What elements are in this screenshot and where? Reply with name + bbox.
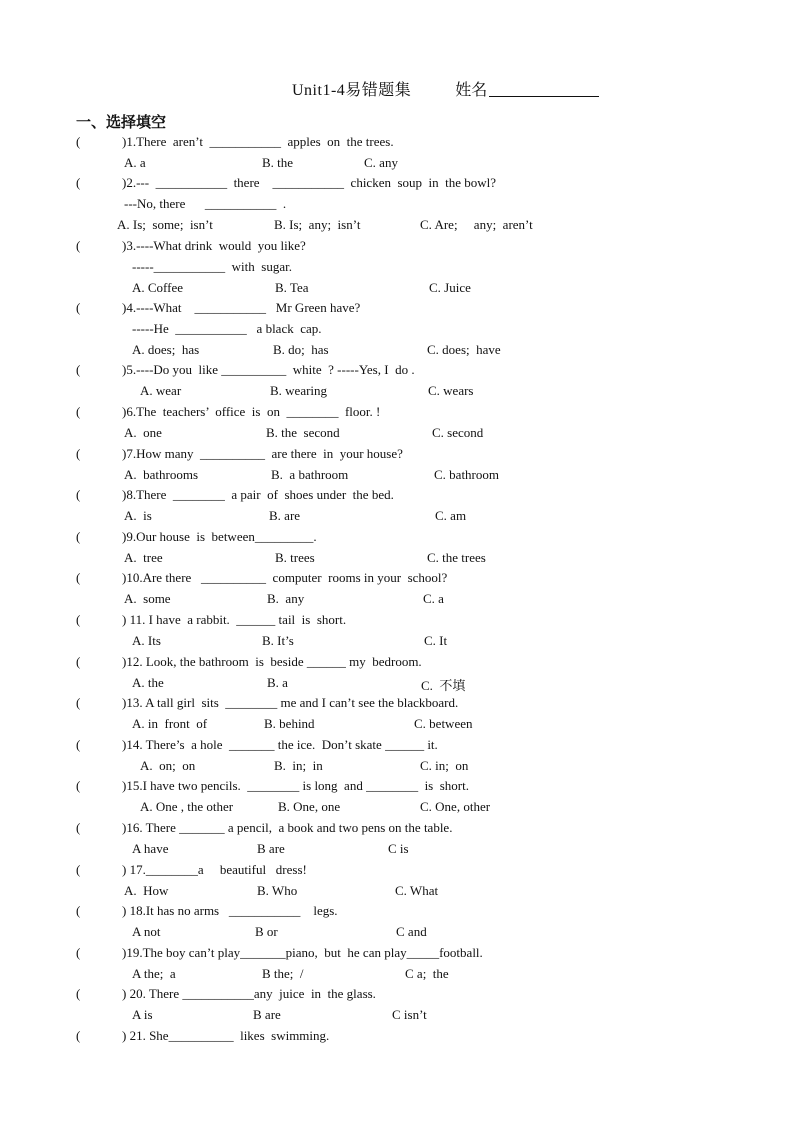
answer-bracket[interactable]: ( [76,986,81,1001]
answer-bracket[interactable]: ( [76,654,81,669]
question-stem: )10.Are there __________ computer rooms in your school? [122,570,448,585]
option-a[interactable]: A. Its [132,632,161,648]
option-a[interactable]: A. How [124,882,169,898]
question-stem: ) 18.It has no arms ___________ legs. [122,903,338,918]
question-stem: )19.The boy can’t play_______piano, but he can play_____football. [122,945,483,960]
answer-bracket[interactable]: ( [76,134,81,149]
option-c[interactable]: C. does; have [427,341,501,357]
option-c[interactable]: C is [388,840,409,856]
answer-bracket[interactable]: ( [76,778,81,793]
question-stem: )4.----What ___________ Mr Green have? [122,300,361,315]
option-a[interactable]: A. one [124,424,162,440]
answer-bracket[interactable]: ( [76,404,81,419]
option-c[interactable]: C. any [364,154,398,170]
question-stem: )9.Our house is between_________. [122,529,317,544]
option-c[interactable]: C a; the [405,965,449,981]
option-a[interactable]: A. on; on [140,757,196,773]
option-c[interactable]: C. 不填 [421,677,466,693]
option-c[interactable]: C. It [424,632,448,648]
answer-bracket[interactable]: ( [76,820,81,835]
option-b[interactable]: B. It’s [262,632,294,648]
question-stem: )6.The teachers’ office is on ________ floor. ! [122,404,381,419]
question-line: -----He ___________ a black cap. [132,320,322,336]
answer-bracket[interactable]: ( [76,903,81,918]
option-b[interactable]: B are [257,840,285,856]
question-stem: )5.----Do you like __________ white ? -----Yes, I do . [122,362,415,377]
name-label: 姓名 [455,82,488,99]
answer-bracket[interactable]: ( [76,1028,81,1043]
answer-bracket[interactable]: ( [76,695,81,710]
question-stem: ) 20. There ___________any juice in the glass. [122,986,376,1001]
option-b[interactable]: B. the [262,154,294,170]
option-b[interactable]: B. in; in [274,757,323,773]
option-c[interactable]: C and [396,923,427,939]
question-stem: ) 11. I have a rabbit. ______ tail is short. [122,612,347,627]
option-a[interactable]: A. the [132,674,164,690]
option-b[interactable]: B. Tea [275,279,309,295]
option-c[interactable]: C. wears [428,382,474,398]
option-a[interactable]: A. Coffee [132,279,184,295]
option-b[interactable]: B the; / [262,965,304,981]
option-c[interactable]: C. One, other [420,798,491,814]
option-a[interactable]: A. some [124,590,171,606]
answer-bracket[interactable]: ( [76,175,81,190]
question-stem: )15.I have two pencils. ________ is long and ________ is short. [122,778,469,793]
option-c[interactable]: C. the trees [427,549,486,565]
answer-bracket[interactable]: ( [76,529,81,544]
answer-bracket[interactable]: ( [76,945,81,960]
option-b[interactable]: B. do; has [273,341,329,357]
question-line: -----___________ with sugar. [132,258,292,274]
option-c[interactable]: C. between [414,715,473,731]
option-a[interactable]: A the; a [132,965,176,981]
question-stem: )1.There aren’t ___________ apples on the trees. [122,134,394,149]
option-a[interactable]: A. in front of [132,715,208,731]
question-stem: )3.----What drink would you like? [122,238,306,253]
answer-bracket[interactable]: ( [76,300,81,315]
option-b[interactable]: B. One, one [278,798,341,814]
worksheet-title: Unit1-4易错题集 [292,82,412,99]
answer-bracket[interactable]: ( [76,487,81,502]
option-c[interactable]: C isn’t [392,1006,427,1022]
option-c[interactable]: C. am [435,507,467,523]
answer-bracket[interactable]: ( [76,238,81,253]
answer-bracket[interactable]: ( [76,737,81,752]
option-b[interactable]: B. the second [266,424,340,440]
option-a[interactable]: A. One , the other [140,798,234,814]
option-b[interactable]: B. any [267,590,305,606]
question-stem: )14. There’s a hole _______ the ice. Don’t skate ______ it. [122,737,438,752]
option-b[interactable]: B or [255,923,278,939]
option-a[interactable]: A. bathrooms [124,466,199,482]
question-stem: )7.How many __________ are there in your house? [122,446,403,461]
option-c[interactable]: C. second [432,424,484,440]
option-c[interactable]: C. a [423,590,444,606]
option-b[interactable]: B. wearing [270,382,328,398]
option-c[interactable]: C. Are; any; aren’t [420,216,533,232]
question-stem: ) 21. She__________ likes swimming. [122,1028,330,1043]
option-a[interactable]: A. is [124,507,152,523]
option-c[interactable]: C. Juice [429,279,471,295]
option-b[interactable]: B. Who [257,882,298,898]
option-c[interactable]: C. in; on [420,757,469,773]
option-a[interactable]: A. Is; some; isn’t [117,216,213,232]
question-stem: )16. There _______ a pencil, a book and two pens on the table. [122,820,453,835]
option-a[interactable]: A. does; has [132,341,200,357]
answer-bracket[interactable]: ( [76,862,81,877]
option-a[interactable]: A is [132,1006,153,1022]
section-heading: 一、选择填空 [76,113,167,131]
option-a[interactable]: A. wear [140,382,182,398]
answer-bracket[interactable]: ( [76,570,81,585]
answer-bracket[interactable]: ( [76,446,81,461]
answer-bracket[interactable]: ( [76,362,81,377]
option-a[interactable]: A. a [124,154,146,170]
answer-bracket[interactable]: ( [76,612,81,627]
option-b[interactable]: B. trees [275,549,315,565]
option-c[interactable]: C. bathroom [434,466,499,482]
question-stem: ) 17.________a beautiful dress! [122,862,307,877]
option-b[interactable]: B. behind [264,715,315,731]
option-a[interactable]: A. tree [124,549,163,565]
name-blank[interactable] [489,80,599,97]
question-line: ---No, there ___________ . [124,195,287,211]
option-b[interactable]: B. a [267,674,288,690]
question-stem: )12. Look, the bathroom is beside ______ my bedroom. [122,654,422,669]
option-a[interactable]: A not [132,923,161,939]
question-stem: )13. A tall girl sits ________ me and I can’t see the blackboard. [122,695,459,710]
option-c[interactable]: C. What [395,882,439,898]
option-b[interactable]: B. Is; any; isn’t [274,216,361,232]
option-b[interactable]: B are [253,1006,281,1022]
option-b[interactable]: B. a bathroom [271,466,349,482]
title-row [292,77,599,100]
option-b[interactable]: B. are [269,507,301,523]
option-a[interactable]: A have [132,840,169,856]
question-stem: )8.There ________ a pair of shoes under the bed. [122,487,394,502]
question-stem: )2.--- ___________ there ___________ chicken soup in the bowl? [122,175,497,190]
